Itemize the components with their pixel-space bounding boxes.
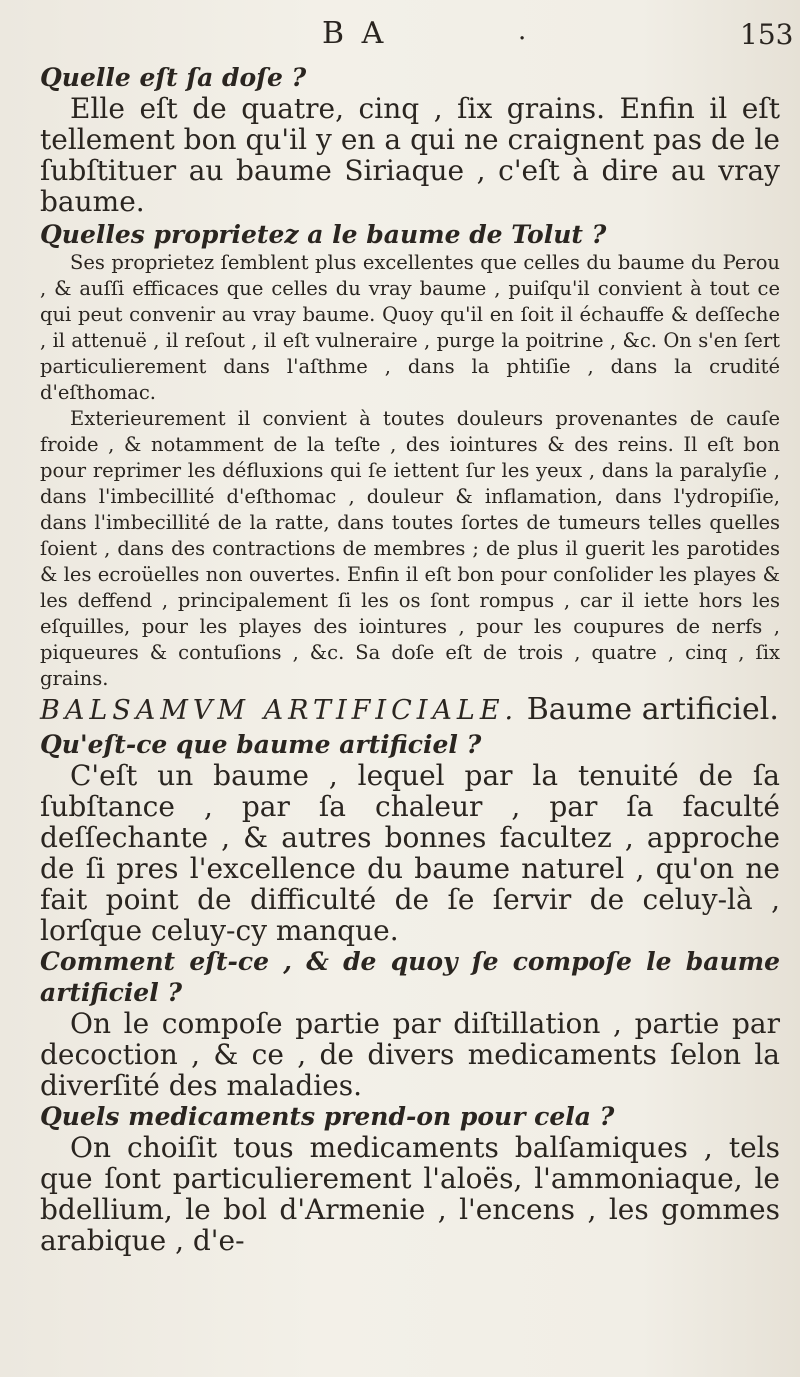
question-baume-artificiel: Qu'eſt-ce que baume artificiel ? [40,730,482,759]
answer-proprietez: Ses proprietez ſemblent plus excellentes que celles du baume du Perou , & auſſi efficaces que celles du vray baume , puiſqu'il convient à tout ce qui peut convenir au vray baume. Quoy qu'il en ſoit il échauffe & deſſeche , il attenuë , il reſout , il eſt vulneraire , purge la poitrine , &c. On s'en ſert particulierement dans l'aſthme , dans la phtiſie , dans la crudité d'eſthomac. [40,251,780,404]
answer-baume-artificiel: C'eſt un baume , lequel par la tenuité de ſa ſubſtance , par ſa chaleur , par ſa faculté deſſechante , & autres bonnes facultez , approche de ſi pres l'excellence du baume naturel , qu'on ne fait point de difficulté de ſe ſervir de celuy-là , lorſque celuy-cy manque. [40,759,780,947]
page-number: 153 [740,18,794,51]
answer-medicaments: On choiſit tous medicaments balſamiques , tels que ſont particulierement l'aloës, l'ammoniaque, le bdellium, le bol d'Armenie , l'encens , les gommes arabique , d'e- [40,1131,780,1257]
answer-composition: On le compoſe partie par diſtillation , partie par decoction , & ce , de divers medicaments ſelon la diverſité des maladies. [40,1007,780,1102]
question-composition: Comment eſt-ce , & de quoy ſe compoſe le baume artificiel ? [40,947,780,1007]
header-mark: · [518,24,527,54]
section-title [40,694,780,727]
section-title-french: Baume artificiel. [526,692,779,727]
page-header [0,14,800,58]
section-title-latin: BALSAMVM ARTIFICIALE. [40,695,519,726]
paragraph-exterieurement: Exterieurement il convient à toutes douleurs provenantes de cauſe froide , & notamment de la teſte , des iointures & des reins. Il eſt bon pour reprimer les défluxions qui ſe iettent ſur les yeux , dans la paralyſie , dans l'imbecillité d'eſthomac , douleur & inflamation, dans l'ydropiſie, dans l'imbecillité de la ratte, dans toutes ſortes de tumeurs telles quelles ſoient , dans des contractions de membres ; de plus il guerit les parotides & les ecroüelles non ouvertes. Enfin il eſt bon pour conſolider les playes & les deffend , principalement ſi les os ſont rompus , car il iette hors les eſquilles, pour les playes des iointures , pour les coupures de nerfs , piqueures & contuſions , &c. Sa doſe eſt de trois , quatre , cinq , ſix grains. [40,407,780,690]
answer-dose: Elle eſt de quatre, cinq , ſix grains. Enfin il eſt tellement bon qu'il y en a qui ne craignent pas de le ſubſtituer au baume Siriaque , c'eſt à dire au vray baume. [40,92,780,218]
question-proprietez: Quelles proprietez a le baume de Tolut ? [40,220,607,249]
question-medicaments: Quels medicaments prend-on pour cela ? [40,1102,615,1131]
page-body [40,62,780,1256]
question-dose: Quelle eſt ſa doſe ? [40,63,307,92]
running-head: B A [322,16,388,51]
